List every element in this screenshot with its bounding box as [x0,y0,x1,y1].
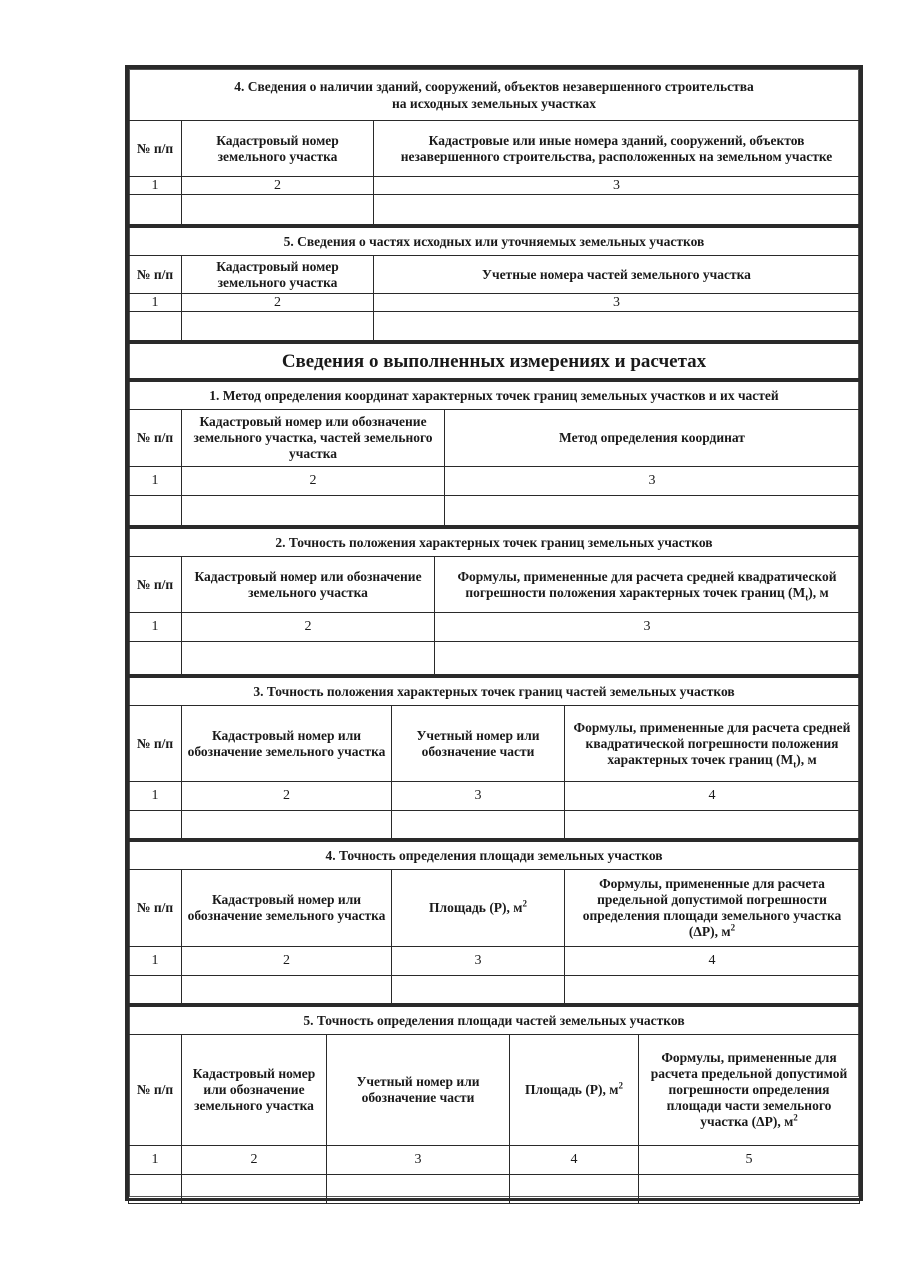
section-buildings [128,68,860,225]
table-cell[interactable] [639,1175,860,1204]
col-header-part-number: Учетный номер или обозначение части [327,1035,510,1146]
col-header-formula: Формулы, примененные для расчета предельной допустимой погрешности определения площади части земельного участка (ΔP), $м^2$ [639,1035,860,1146]
col-header-number: № п/п [129,410,182,467]
col-header-method: Метод определения координат [445,410,860,467]
table-cell[interactable] [182,312,374,342]
table-cell[interactable] [392,976,565,1005]
col-header-number: № п/п [129,706,182,782]
col-header-cadastral: Кадастровый номер или обозначение земельного участка, частей земельного участка [182,410,445,467]
section-title: 4. Точность определения площади земельных участков [129,842,860,870]
column-numbers-row: 1 2 3 [129,294,860,312]
table-cell[interactable] [182,496,445,528]
table-cell[interactable] [374,195,860,225]
table-row [129,642,860,675]
table-cell[interactable] [129,642,182,675]
col-header-cadastral: Кадастровый номер земельного участка [182,121,374,177]
col-header-formula: Формулы, примененные для расчета средней квадратической погрешности положения характерных точек границ $(M_t)$, м [435,557,860,613]
col-header-number: № п/п [129,121,182,177]
section-title: 5. Сведения о частях исходных или уточняемых земельных участков [129,228,860,256]
table-cell[interactable] [182,642,435,675]
col-header-number: № п/п [129,1035,182,1146]
col-header-cadastral: Кадастровый номер или обозначение земельного участка [182,557,435,613]
table-cell[interactable] [445,496,860,528]
col-header-part-number: Учетный номер или обозначение части [392,706,565,782]
table-cell[interactable] [374,312,860,342]
table-cell[interactable] [435,642,860,675]
col-header-formula: Формулы, примененные для расчета средней квадратической погрешности положения характерных точек границ $(M_t)$, м [565,706,860,782]
column-numbers-row: 1 2 3 4 [129,782,860,811]
table-cell[interactable] [129,195,182,225]
table-row [129,496,860,528]
table-row [129,1175,860,1204]
section-accuracy-part-area [128,1003,860,1204]
table-row [129,312,860,342]
section-accuracy-area [128,838,860,1005]
col-header-cadastral: Кадастровый номер или обозначение земельного участка [182,870,392,947]
column-numbers-row: 1 2 3 [129,177,860,195]
section-method [128,378,860,528]
table-cell[interactable] [129,312,182,342]
section-accuracy-part-points [128,674,860,840]
table-cell[interactable] [565,976,860,1005]
table-row [129,195,860,225]
table-cell[interactable] [182,976,392,1005]
table-cell[interactable] [182,195,374,225]
section-title: 3. Точность положения характерных точек границ частей земельных участков [129,678,860,706]
col-header-building-numbers: Кадастровые или иные номера зданий, сооружений, объектов незавершенного строительства, расположенных на земельном участке [374,121,860,177]
table-cell[interactable] [129,976,182,1005]
table-cell[interactable] [129,811,182,840]
document-frame [125,65,863,1201]
section-title: 5. Точность определения площади частей земельных участков [129,1007,860,1035]
section-parts [128,224,860,342]
col-header-area: Площадь (P), $м^2$ [392,870,565,947]
table-cell[interactable] [565,811,860,840]
column-numbers-row: 1 2 3 4 5 [129,1146,860,1175]
measurements-heading-block [128,340,860,380]
col-header-number: № п/п [129,870,182,947]
col-header-cadastral: Кадастровый номер или обозначение земельного участка [182,1035,327,1146]
table-cell[interactable] [182,1175,327,1204]
section-accuracy-points [128,525,860,675]
table-cell[interactable] [129,496,182,528]
col-header-number: № п/п [129,256,182,294]
section-title: 1. Метод определения координат характерных точек границ земельных участков и их частей [129,382,860,410]
table-row [129,976,860,1005]
table-cell[interactable] [129,1175,182,1204]
column-numbers-row: 1 2 3 [129,467,860,496]
col-header-number: № п/п [129,557,182,613]
table-cell[interactable] [182,811,392,840]
col-header-area: Площадь (P), $м^2$ [510,1035,639,1146]
table-row [129,811,860,840]
table-cell[interactable] [327,1175,510,1204]
table-cell[interactable] [510,1175,639,1204]
section-title: 2. Точность положения характерных точек границ земельных участков [129,529,860,557]
column-numbers-row: 1 2 3 4 [129,947,860,976]
section-title: 4. Сведения о наличии зданий, сооружений, объектов незавершенного строительства на исходных земельных участках [129,69,860,121]
col-header-cadastral: Кадастровый номер земельного участка [182,256,374,294]
col-header-part-numbers: Учетные номера частей земельного участка [374,256,860,294]
col-header-cadastral: Кадастровый номер или обозначение земельного участка [182,706,392,782]
measurements-heading: Сведения о выполненных измерениях и расчетах [129,344,860,380]
column-numbers-row: 1 2 3 [129,613,860,642]
col-header-formula: Формулы, примененные для расчета предельной допустимой погрешности определения площади земельного участка (ΔP), $м^2$ [565,870,860,947]
table-cell[interactable] [392,811,565,840]
